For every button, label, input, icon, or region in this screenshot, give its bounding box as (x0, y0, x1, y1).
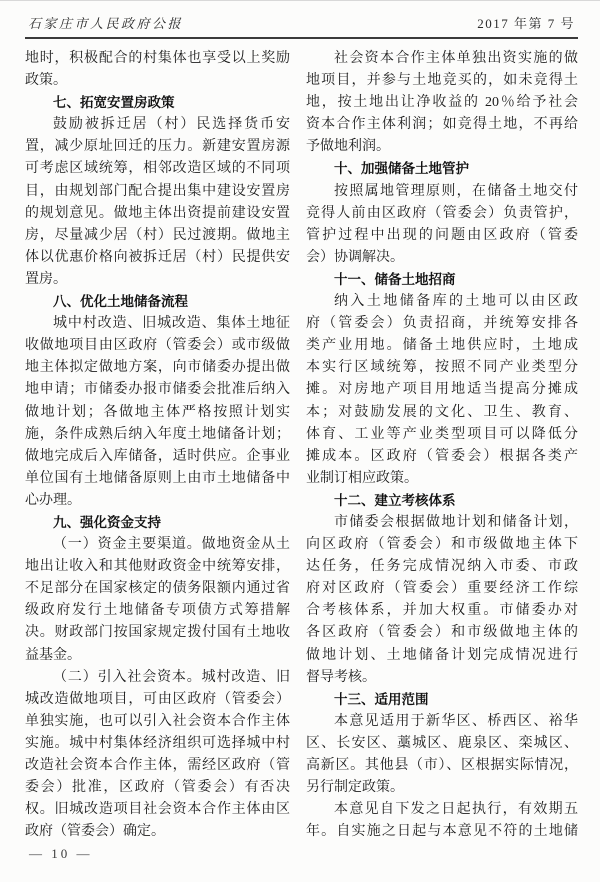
text-line: 单独实施，也可以引入社会资本合作主体 (25, 713, 290, 729)
document-body (25, 48, 578, 843)
page-number: — 10 — (29, 846, 93, 862)
text-line: 地主体拟定做地方案，向市储委办提出做 (25, 360, 290, 376)
text-line: 地出让收入和其他财政资金中统筹安排， (25, 559, 290, 575)
text-line: 施，条件成熟后纳入年度土地储备计划； (25, 426, 290, 442)
text-line: 年。自实施之日起与本意见不符的土地储 (306, 824, 578, 840)
text-line: 体育、工业等产业类型项目可以降低分 (306, 426, 578, 442)
text-line: 实施。城中村集体经济组织可选择城中村 (25, 735, 290, 751)
section-heading: 十一、储备土地招商 (334, 271, 456, 287)
text-line: 社会资本合作主体单独出资实施的做 (334, 51, 578, 66)
text-line: 权。旧城改造项目社会资本合作主体由区 (25, 802, 290, 818)
text-line: 体以优惠价格向被拆迁居（村）民提供安 (25, 249, 290, 265)
text-line: 管护过程中出现的问题由区政府（管委 (306, 227, 578, 243)
text-line: 益基金。 (25, 647, 81, 663)
text-line: 合考核体系，并加大权重。市储委办对 (306, 603, 578, 619)
text-line: 本意见适用于新华区、桥西区、裕华 (334, 713, 578, 729)
text-line: 市储委会根据做地计划和储备计划， (334, 514, 578, 530)
text-line: 摊。对房地产项目用地适当提高分摊成 (306, 382, 578, 398)
text-line: 本实行区域统筹，按照不同产业类型分 (306, 360, 578, 376)
text-line: 心办理。 (25, 492, 81, 508)
text-line: （二）引入社会资本。城村改造、旧 (53, 669, 290, 685)
text-line: 高新区。其他县（市）、区根据实际情况， (306, 758, 578, 773)
text-line: 置房。 (25, 271, 67, 287)
text-line: 做地计划；各做地主体严格按照计划实 (25, 404, 290, 420)
text-line: 委会）批准，区政府（管委会）有否决 (25, 780, 290, 796)
text-line: 置，减少原址回迁的压力。新建安置房源 (25, 139, 290, 155)
text-line: 收做地项目由区政府（管委会）或市级做 (25, 338, 290, 354)
text-line: 府对区政府（管委会）重要经济工作综 (306, 581, 578, 597)
text-line: 类产业用地。储备土地供应时，土地成 (306, 338, 578, 354)
text-line: 按照属地管理原则，在储备土地交付 (334, 183, 578, 199)
section-heading: 十三、适用范围 (334, 691, 429, 707)
text-line: 鼓励被拆迁居（村）民选择货币安 (53, 117, 290, 133)
text-line: 督导考核。 (306, 669, 376, 685)
text-line: 府（管委会）负责招商，并统筹安排各 (306, 316, 578, 332)
page-header (25, 13, 578, 39)
section-heading: 九、强化资金支持 (53, 514, 161, 530)
text-line: 可考虑区域统筹，相邻改造区域的不同项 (25, 161, 290, 177)
text-line: 政策。 (25, 73, 67, 89)
text-line: 予做地利润。 (306, 139, 390, 155)
text-line: 做地计划、土地储备计划完成情况进行 (306, 647, 578, 663)
issue-number: 2017 年第 7 号 (477, 16, 575, 31)
text-line: 地申请；市储委办报市储委会批准后纳入 (25, 382, 290, 398)
text-line: 不足部分在国家核定的债务限额内通过省 (25, 581, 290, 597)
publication-title: 石家庄市人民政府公报 (28, 16, 184, 31)
text-line: 会）协调解决。 (306, 249, 404, 265)
text-line: 地时，积极配合的村集体也享受以上奖励 (25, 51, 290, 66)
text-line: 本；对鼓励发展的文化、卫生、教育、 (306, 404, 578, 420)
section-heading: 十二、建立考核体系 (334, 492, 456, 508)
text-line: 目，由规划部门配合提出集中建设安置房 (25, 183, 290, 199)
text-line: 级政府发行土地储备专项债方式筹措解 (25, 603, 290, 619)
text-line: 各区政府（管委会）和市级做地主体的 (306, 625, 578, 641)
text-line: 竞得人前由区政府（管委会）负责管护， (306, 205, 578, 221)
text-line: 纳入土地储备库的土地可以由区政 (334, 294, 578, 310)
text-line: 房，尽量减少居（村）民过渡期。做地主 (25, 227, 290, 243)
text-line: （一）资金主要渠道。做地资金从土 (53, 537, 290, 553)
text-line: 城中村改造、旧城改造、集体土地征 (53, 316, 290, 332)
section-heading: 十、加强储备土地管护 (334, 161, 469, 177)
section-heading: 八、优化土地储备流程 (53, 294, 188, 310)
text-line: 做地完成后入库储备，适时供应。企事业 (25, 448, 290, 464)
text-line: 达任务，任务完成情况纳入市委、市政 (306, 559, 578, 575)
text-line: 政府（管委会）确定。 (25, 824, 165, 840)
text-line: 决。财政部门按国家规定拨付国有土地收 (25, 625, 290, 641)
text-line: 另行制定政策。 (306, 780, 404, 796)
left-column (25, 48, 290, 843)
text-line: 城改造做地项目，可由区政府（管委会） (25, 691, 290, 707)
text-line: 地，按土地出让净收益的 20％给予社会 (306, 95, 578, 111)
text-line: 业制订相应政策。 (306, 470, 418, 486)
text-line: 的规划意见。做地主体出资提前建设安置 (25, 205, 290, 221)
text-line: 摊成本。区政府（管委会）根据各类产 (306, 448, 578, 464)
section-heading: 七、拓宽安置房政策 (53, 95, 175, 111)
text-line: 地项目，并参与土地竞买的，如未竞得土 (306, 73, 578, 89)
text-line: 单位国有土地储备原则上由市土地储备中 (25, 470, 290, 486)
right-column (306, 48, 578, 843)
text-line: 向区政府（管委会）和市级做地主体下 (306, 537, 578, 553)
text-line: 本意见自下发之日起执行，有效期五 (334, 802, 578, 818)
text-line: 改造社会资本合作主体，需经区政府（管 (25, 758, 290, 773)
text-line: 资本合作主体利润；如竞得土地，不再给 (306, 117, 578, 133)
text-line: 区、长安区、藁城区、鹿泉区、栾城区、 (306, 735, 578, 751)
